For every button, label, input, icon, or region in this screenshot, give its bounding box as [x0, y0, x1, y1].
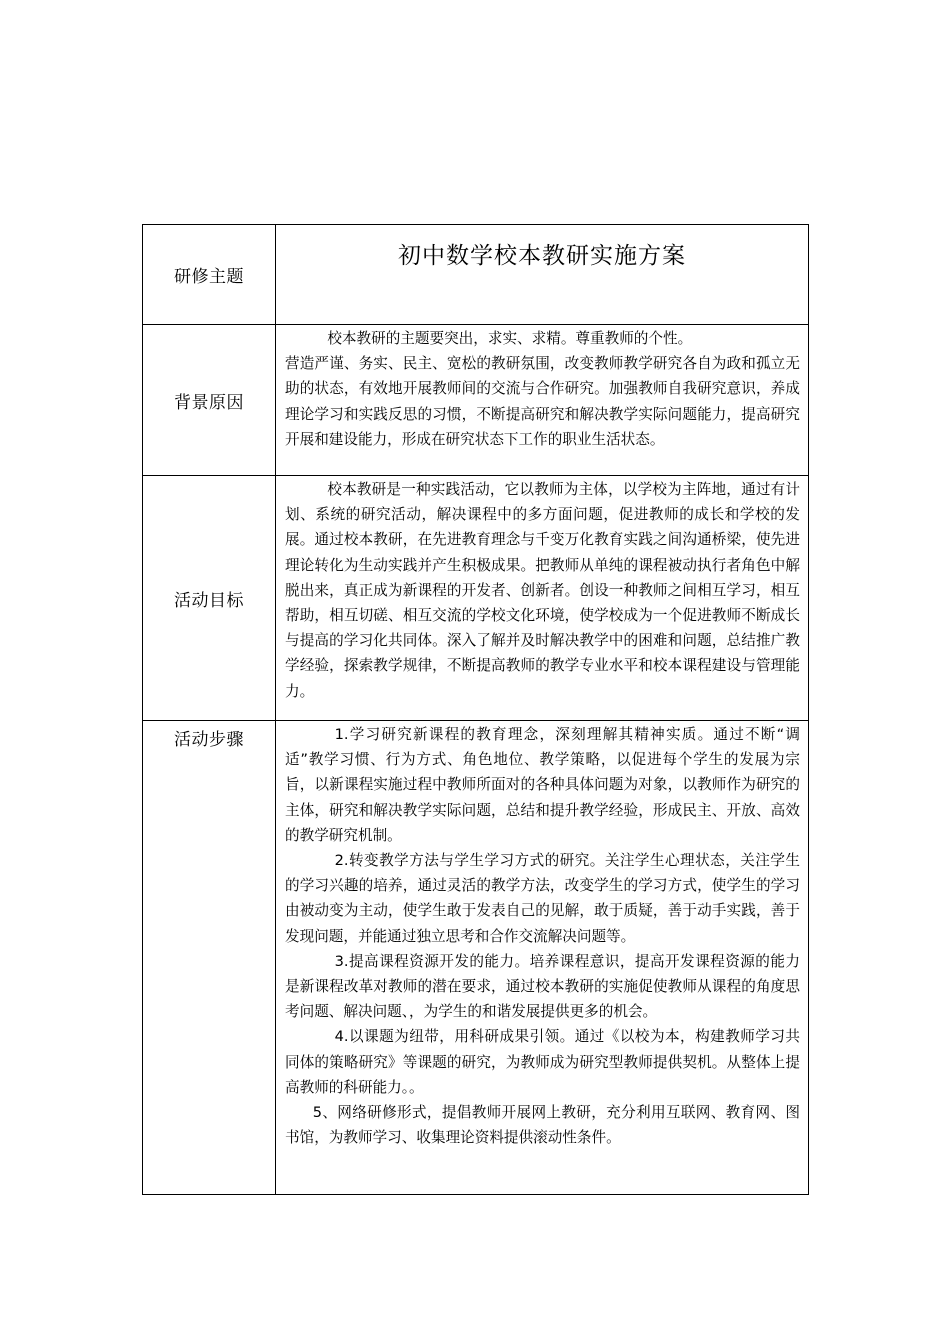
label-steps: 活动步骤 [143, 721, 276, 1195]
step-paragraph: 3.提高课程资源开发的能力。培养课程意识，提高开发课程资源的能力是新课程改革对教师的潜在要求，通过校本教研的实施促使教师从课程的角度思考问题、解决问题、，为学生的和谐发展提供更多的机会。 [285, 952, 800, 1021]
step-paragraph: 2.转变教学方法与学生学习方式的研究。关注学生心理状态，关注学生的学习兴趣的培养，通过灵活的教学方法，改变学生的学习方式，使学生的学习由被动变为主动，使学生敢于发表自己的见解，敢于质疑，善于动手实践，善于发现问题，并能通过独立思考和合作交流解决问题等。 [285, 852, 800, 945]
label-background: 背景原因 [143, 325, 276, 476]
background-paragraph: 营造严谨、务实、民主、宽松的教研氛围，改变教师教学研究各自为政和孤立无助的状态，有效地开展教师间的交流与合作研究。加强教师自我研究意识，养成理论学习和实践反思的习惯，不断提高研究和解决教学实际问题能力，提高研究开展和建设能力，形成在研究状态下工作的职业生活状态。 [285, 355, 800, 448]
goals-content [276, 476, 809, 721]
label-topic: 研修主题 [143, 225, 276, 325]
label-goals: 活动目标 [143, 476, 276, 721]
step-paragraph: 1.学习研究新课程的教育理念，深刻理解其精神实质。通过不断“调适”教学习惯、行为方式、角色地位、教学策略，以促进每个学生的发展为宗旨，以新课程实施过程中教师所面对的各种具体问题为对象，以教师作为研究的主体，研究和解决教学实际问题，总结和提升教学经验，形成民主、开放、高效的教学研究机制。 [285, 726, 800, 844]
step-paragraph: 5、网络研修形式，提倡教师开展网上教研，充分利用互联网、教育网、图书馆，为教师学习、收集理论资料提供滚动性条件。 [285, 1104, 800, 1147]
background-paragraph: 校本教研的主题要突出，求实、求精。尊重教师的个性。 [327, 330, 693, 347]
table-row-goals [143, 476, 809, 721]
background-content [276, 325, 809, 476]
steps-content [276, 721, 809, 1195]
goals-paragraph: 校本教研是一种实践活动，它以教师为主体，以学校为主阵地，通过有计划、系统的研究活动，解决课程中的多方面问题，促进教师的成长和学校的发展。通过校本教研，在先进教育理念与千变万化教育实践之间沟通桥梁，使先进理论转化为生动实践并产生积极成果。把教师从单纯的课程被动执行者角色中解脱出来，真正成为新课程的开发者、创新者。创设一种教师之间相互学习，相互帮助，相互切磋、相互交流的学校文化环境，使学校成为一个促进教师不断成长与提高的学习化共同体。深入了解并及时解决教学中的困难和问题，总结推广教学经验，探索教学规律，不断提高教师的教学专业水平和校本课程建设与管理能力。 [285, 481, 800, 700]
table-row-steps [143, 721, 809, 1195]
title-cell [276, 225, 809, 325]
plan-table [142, 224, 809, 1195]
table-row-topic [143, 225, 809, 325]
table-row-background [143, 325, 809, 476]
document-title: 初中数学校本教研实施方案 [398, 243, 686, 269]
step-paragraph: 4.以课题为纽带，用科研成果引领。通过《以校为本，构建教师学习共同体的策略研究》等课题的研究，为教师成为研究型教师提供契机。从整体上提高教师的科研能力。。 [285, 1028, 800, 1096]
